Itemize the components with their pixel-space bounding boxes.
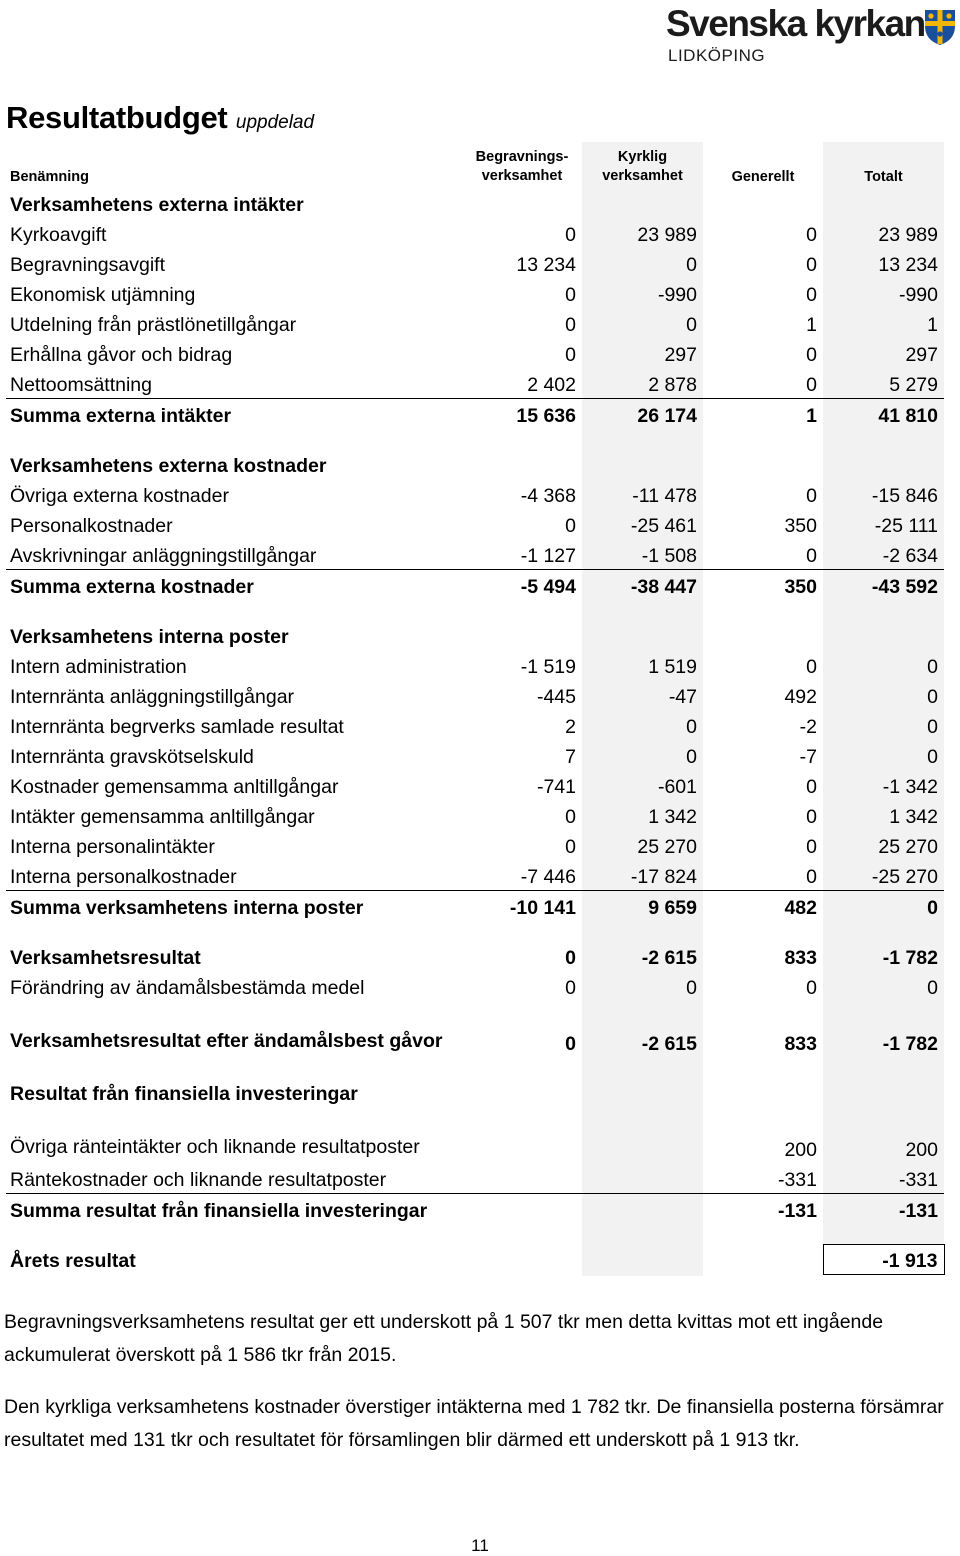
cell-begravning: 0 xyxy=(565,836,576,858)
cell-generellt xyxy=(703,1057,823,1077)
cell-begravning: -4 368 xyxy=(520,485,576,507)
cell-kyrklig: 1 519 xyxy=(648,656,697,678)
cell-kyrklig xyxy=(582,188,703,218)
cell-begravning xyxy=(462,188,582,218)
cell-kyrklig: -17 824 xyxy=(630,865,697,888)
result-row xyxy=(6,941,944,971)
cell-begravning: -7 446 xyxy=(520,865,576,888)
cell-totalt xyxy=(823,620,944,650)
cell-begravning: 15 636 xyxy=(462,398,582,429)
cell-generellt xyxy=(703,429,823,449)
cell-generellt: 482 xyxy=(703,890,823,921)
cell-kyrklig: -2 615 xyxy=(641,947,697,969)
cell-kyrklig xyxy=(582,1077,703,1107)
cell-kyrklig: 0 xyxy=(686,254,697,276)
cell-kyrklig xyxy=(582,1107,703,1163)
cell-kyrklig: 23 989 xyxy=(637,224,697,246)
cell-totalt: -1 782 xyxy=(882,947,938,969)
cell-begravning: 0 xyxy=(565,314,576,336)
cell-kyrklig: 0 xyxy=(686,746,697,768)
row-label: Summa externa kostnader xyxy=(6,569,462,600)
cell-kyrklig xyxy=(582,429,703,449)
cell-kyrklig xyxy=(582,600,703,620)
table-row xyxy=(6,830,944,860)
cell-totalt: 1 342 xyxy=(889,806,938,828)
cell-begravning: -445 xyxy=(536,686,576,708)
cell-totalt: 0 xyxy=(823,890,944,921)
cell-begravning xyxy=(462,449,582,479)
cell-kyrklig xyxy=(582,921,703,941)
cell-totalt: -25 270 xyxy=(871,865,938,888)
cell-generellt xyxy=(703,1077,823,1107)
cell-kyrklig: 2 878 xyxy=(648,373,697,396)
cell-totalt: -25 111 xyxy=(874,515,938,537)
row-label: Summa verksamhetens interna poster xyxy=(6,890,462,921)
section-row xyxy=(6,1077,944,1107)
cell-totalt: 297 xyxy=(905,344,938,366)
row-label: Verksamhetens externa kostnader xyxy=(10,455,327,477)
svenska-kyrkan-logo xyxy=(664,4,960,66)
sum-row xyxy=(6,569,944,600)
cell-totalt: -15 846 xyxy=(871,485,938,507)
paragraph-begravning: Begravningsverksamhetens resultat ger ett underskott på 1 507 tkr men detta kvittas mot ett ingående ackumulerat överskott på 1 586 tkr från 2015. xyxy=(4,1311,884,1366)
row-label: Personalkostnader xyxy=(10,515,173,537)
cell-generellt: 0 xyxy=(806,865,817,888)
row-label: Räntekostnader och liknande resultatposter xyxy=(10,1168,387,1191)
cell-generellt: 350 xyxy=(703,569,823,600)
cell-generellt: -131 xyxy=(703,1193,823,1224)
cell-kyrklig: -2 615 xyxy=(641,1033,697,1055)
cell-totalt xyxy=(823,1057,944,1077)
cell-kyrklig: -25 461 xyxy=(630,515,697,537)
row-label: Avskrivningar anläggningstillgångar xyxy=(10,544,317,567)
paragraph-kyrklig: Den kyrkliga verksamhetens kostnader överstiger intäkterna med 1 782 tkr. De finansiella posterna försämrar resultatet med 131 tkr och resultatet för församlingen blir därmed ett underskott på 1 913 tkr. xyxy=(4,1396,944,1451)
cell-kyrklig: -601 xyxy=(657,776,697,798)
cell-totalt: 0 xyxy=(927,656,938,678)
cell-kyrklig: 25 270 xyxy=(637,836,697,858)
table-row xyxy=(6,308,944,338)
spacer-row xyxy=(6,1224,944,1244)
row-label: Intäkter gemensamma anltillgångar xyxy=(10,806,315,828)
cell-kyrklig: -1 508 xyxy=(641,544,697,567)
cell-begravning xyxy=(462,1193,582,1224)
cell-kyrklig: 26 174 xyxy=(582,398,703,429)
table-row xyxy=(6,509,944,539)
cell-begravning: 7 xyxy=(565,746,576,768)
table-row xyxy=(6,650,944,680)
cell-kyrklig: 297 xyxy=(664,344,697,366)
church-seal-icon xyxy=(922,6,958,46)
cell-kyrklig xyxy=(582,449,703,479)
cell-begravning xyxy=(462,921,582,941)
result-row xyxy=(6,1001,944,1057)
cell-generellt xyxy=(703,921,823,941)
logo-sub: LIDKÖPING xyxy=(668,46,766,65)
cell-begravning: 0 xyxy=(565,344,576,366)
table-row xyxy=(6,740,944,770)
cell-generellt xyxy=(703,188,823,218)
cell-generellt: 0 xyxy=(806,656,817,678)
title-sub: uppdelad xyxy=(235,112,315,133)
table-row xyxy=(6,1163,944,1193)
row-label: Erhållna gåvor och bidrag xyxy=(10,344,233,366)
table-row xyxy=(6,680,944,710)
cell-totalt: -1 782 xyxy=(882,1033,938,1055)
table-row xyxy=(6,860,944,890)
cell-totalt: 1 xyxy=(927,314,938,336)
cell-generellt: 0 xyxy=(806,806,817,828)
row-label: Kyrkoavgift xyxy=(10,224,107,246)
cell-totalt: -331 xyxy=(898,1168,938,1191)
page-number: 11 xyxy=(471,1536,489,1555)
row-label: Internränta gravskötselskuld xyxy=(10,746,254,768)
row-label: Intern administration xyxy=(10,656,187,678)
header-generellt: Generellt xyxy=(731,169,795,185)
sum-row xyxy=(6,1193,944,1224)
cell-totalt: 23 989 xyxy=(878,224,938,246)
header-kyrklig-verksamhet xyxy=(582,148,703,186)
cell-generellt: 1 xyxy=(703,398,823,429)
row-label: Kostnader gemensamma anltillgångar xyxy=(10,776,339,798)
header-totalt: Totalt xyxy=(864,169,903,185)
row-label: Ekonomisk utjämning xyxy=(10,284,196,306)
cell-generellt: -2 xyxy=(799,716,817,738)
cell-kyrklig: 0 xyxy=(686,314,697,336)
table-row xyxy=(6,368,944,398)
cell-generellt: -7 xyxy=(799,746,817,768)
cell-totalt: 0 xyxy=(927,686,938,708)
cell-begravning: 13 234 xyxy=(516,254,576,276)
cell-totalt xyxy=(823,449,944,479)
row-label: Verksamhetsresultat xyxy=(10,947,201,969)
cell-totalt: -43 592 xyxy=(823,569,944,600)
section-row xyxy=(6,620,944,650)
header-col1-line2: verksamhet xyxy=(481,168,563,184)
table-row xyxy=(6,770,944,800)
cell-totalt xyxy=(823,921,944,941)
cell-begravning: 0 xyxy=(565,284,576,306)
cell-totalt: -990 xyxy=(898,284,938,306)
cell-totalt: 25 270 xyxy=(878,836,938,858)
cell-totalt xyxy=(823,1224,944,1244)
cell-begravning: 0 xyxy=(565,1033,576,1055)
sum-row xyxy=(6,890,944,921)
section-row xyxy=(6,188,944,218)
cell-kyrklig xyxy=(582,1057,703,1077)
cell-totalt xyxy=(823,429,944,449)
cell-generellt xyxy=(703,1244,823,1274)
cell-begravning xyxy=(462,1244,582,1274)
cell-generellt xyxy=(703,600,823,620)
row-label: Utdelning från prästlönetillgångar xyxy=(10,314,297,336)
arets-resultat-row xyxy=(6,1244,944,1274)
header-benamning: Benämning xyxy=(10,169,89,185)
cell-totalt: -131 xyxy=(823,1193,944,1224)
table-row xyxy=(6,248,944,278)
section-row xyxy=(6,449,944,479)
cell-generellt: 200 xyxy=(784,1139,817,1161)
cell-generellt: 0 xyxy=(806,485,817,507)
cell-totalt: 41 810 xyxy=(823,398,944,429)
row-label xyxy=(6,600,462,620)
header-col2-line2: verksamhet xyxy=(602,168,683,184)
cell-generellt: 0 xyxy=(806,344,817,366)
cell-begravning: -10 141 xyxy=(462,890,582,921)
row-label xyxy=(6,1057,462,1077)
cell-begravning: 0 xyxy=(565,977,576,999)
header-begravningsverksamhet xyxy=(462,148,582,186)
cell-generellt xyxy=(703,449,823,479)
row-label: Förändring av ändamålsbestämda medel xyxy=(10,977,365,999)
row-label: Internränta anläggningstillgångar xyxy=(10,686,295,708)
cell-totalt xyxy=(823,188,944,218)
spacer-row xyxy=(6,921,944,941)
cell-generellt: 0 xyxy=(806,977,817,999)
row-label xyxy=(6,1224,462,1244)
cell-generellt: -331 xyxy=(777,1168,817,1191)
cell-begravning: 0 xyxy=(565,515,576,537)
cell-generellt: 0 xyxy=(806,224,817,246)
table-row xyxy=(6,710,944,740)
row-label: Övriga externa kostnader xyxy=(10,485,229,507)
row-label: Interna personalintäkter xyxy=(10,836,215,858)
cell-begravning: -1 127 xyxy=(520,544,576,567)
cell-kyrklig: -47 xyxy=(668,686,697,708)
page-title xyxy=(6,100,314,136)
cell-generellt: 350 xyxy=(784,515,817,537)
cell-totalt xyxy=(823,1077,944,1107)
spacer-row xyxy=(6,429,944,449)
cell-begravning xyxy=(462,600,582,620)
cell-begravning: 0 xyxy=(565,224,576,246)
cell-totalt: 0 xyxy=(927,977,938,999)
cell-generellt: 0 xyxy=(806,776,817,798)
cell-generellt: 1 xyxy=(806,314,817,336)
cell-generellt: 833 xyxy=(784,1033,817,1055)
cell-kyrklig: 1 342 xyxy=(648,806,697,828)
cell-kyrklig: 0 xyxy=(686,977,697,999)
budget-table xyxy=(6,188,945,1275)
cell-totalt: 5 279 xyxy=(889,373,938,396)
cell-generellt: 833 xyxy=(784,947,817,969)
row-label: Övriga ränteintäkter och liknande resultatposter xyxy=(10,1136,420,1158)
table-row xyxy=(6,479,944,509)
sum-row xyxy=(6,398,944,429)
row-label: Verksamhetens externa intäkter xyxy=(10,194,304,216)
row-label: Begravningsavgift xyxy=(10,254,166,276)
cell-begravning xyxy=(462,1163,582,1193)
cell-totalt xyxy=(823,600,944,620)
spacer-row xyxy=(6,600,944,620)
cell-generellt: 0 xyxy=(806,544,817,567)
table-row xyxy=(6,539,944,569)
table-row xyxy=(6,278,944,308)
cell-generellt: 0 xyxy=(806,284,817,306)
cell-kyrklig xyxy=(582,1163,703,1193)
table-row xyxy=(6,338,944,368)
cell-begravning xyxy=(462,620,582,650)
cell-totalt: -1 342 xyxy=(882,776,938,798)
row-label xyxy=(6,921,462,941)
title-main: Resultatbudget xyxy=(6,100,228,135)
spacer-row xyxy=(6,1057,944,1077)
row-label: Nettoomsättning xyxy=(10,373,152,396)
cell-generellt: 492 xyxy=(784,686,817,708)
cell-begravning xyxy=(462,1224,582,1244)
table-row xyxy=(6,1107,944,1163)
cell-kyrklig xyxy=(582,1244,703,1274)
header-col1-line1: Begravnings- xyxy=(475,149,569,165)
cell-kyrklig: -38 447 xyxy=(582,569,703,600)
cell-begravning: 2 xyxy=(565,716,576,738)
cell-generellt: 0 xyxy=(806,836,817,858)
row-label: Årets resultat xyxy=(10,1250,136,1272)
row-label: Interna personalkostnader xyxy=(10,865,237,888)
row-label xyxy=(6,429,462,449)
row-label: Summa resultat från finansiella investeringar xyxy=(6,1193,462,1224)
cell-begravning xyxy=(462,1057,582,1077)
cell-kyrklig xyxy=(582,1193,703,1224)
row-label: Summa externa intäkter xyxy=(6,398,462,429)
cell-totalt: 0 xyxy=(927,746,938,768)
cell-generellt xyxy=(703,1224,823,1244)
cell-begravning xyxy=(462,1107,582,1163)
cell-begravning: 0 xyxy=(565,806,576,828)
cell-generellt: 0 xyxy=(806,373,817,396)
cell-generellt xyxy=(703,620,823,650)
cell-generellt: 0 xyxy=(806,254,817,276)
cell-kyrklig xyxy=(582,620,703,650)
cell-begravning: 2 402 xyxy=(527,373,576,396)
row-label: Resultat från finansiella investeringar xyxy=(10,1083,358,1105)
cell-begravning: -741 xyxy=(536,776,576,798)
cell-totalt: 0 xyxy=(927,716,938,738)
cell-begravning: -5 494 xyxy=(462,569,582,600)
cell-begravning: -1 519 xyxy=(520,656,576,678)
cell-begravning xyxy=(462,1077,582,1107)
cell-totalt: -2 634 xyxy=(882,544,938,567)
cell-begravning xyxy=(462,429,582,449)
cell-begravning: 0 xyxy=(565,947,576,969)
cell-totalt-boxed: -1 913 xyxy=(823,1244,944,1274)
cell-kyrklig: 0 xyxy=(686,716,697,738)
cell-kyrklig: 9 659 xyxy=(582,890,703,921)
cell-kyrklig xyxy=(582,1224,703,1244)
cell-kyrklig: -990 xyxy=(657,284,697,306)
header-col2-line1: Kyrklig xyxy=(617,149,668,165)
table-row xyxy=(6,971,944,1001)
table-row xyxy=(6,218,944,248)
cell-totalt: 200 xyxy=(905,1139,938,1161)
row-label: Verksamhetsresultat efter ändamålsbest gåvor xyxy=(10,1030,443,1052)
logo-name: Svenska kyrkan xyxy=(666,3,925,44)
cell-kyrklig: -11 478 xyxy=(632,485,697,507)
cell-totalt: 13 234 xyxy=(878,254,938,276)
row-label: Internränta begrverks samlade resultat xyxy=(10,716,344,738)
table-row xyxy=(6,800,944,830)
row-label: Verksamhetens interna poster xyxy=(10,626,289,648)
